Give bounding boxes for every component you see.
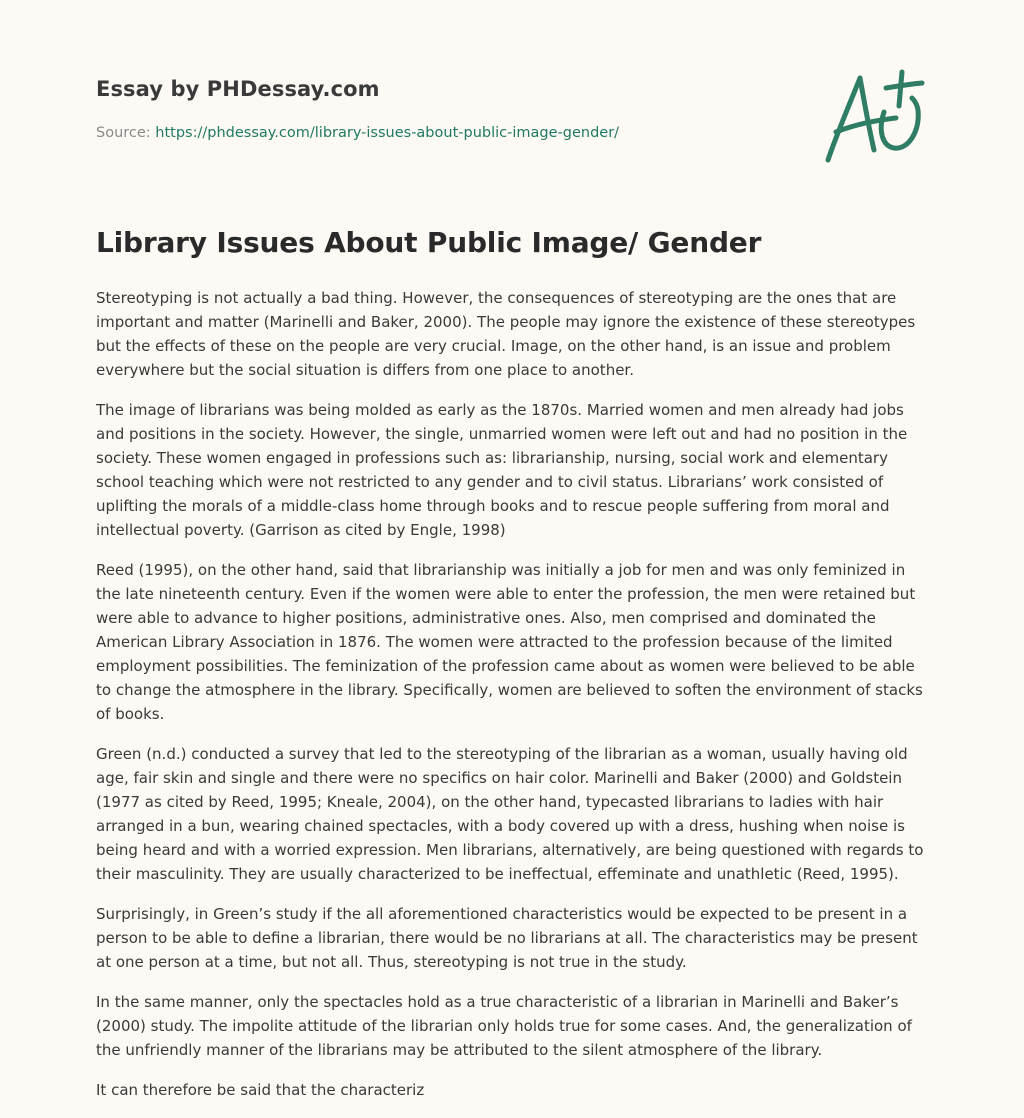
source-line [96, 125, 619, 141]
source-link[interactable]: https://phdessay.com/library-issues-about-public-image-gender/ [155, 125, 620, 141]
paragraph-5: Surprisingly, in Green’s study if the all aforementioned characteristics would be expected to be present in a person to be able to define a librarian, there would be no librarians at all. The characteristics may be present at one person at a time, but not all. Thus, stereotyping is not true in the study. [96, 905, 918, 971]
paragraph-6: In the same manner, only the spectacles hold as a true characteristic of a librarian in Marinelli and Baker’s (2000) study. The impolite attitude of the librarian only holds true for some cases. And, the generalization of the unfriendly manner of the librarians may be attributed to the silent atmosphere of the library. [96, 993, 912, 1059]
paragraph-7: It can therefore be said that the characteriz [96, 1081, 425, 1099]
a-plus-logo-icon [822, 66, 930, 166]
paragraph-2: The image of librarians was being molded as early as the 1870s. Married women and men already had jobs and positions in the society. However, the single, unmarried women were left out and had no position in the society. These women engaged in professions such as: librarianship, nursing, social work and elementary school teaching which were not restricted to any gender and to civil status. Librarians’ work consisted of uplifting the morals of a middle-class home through books and to rescue people suffering from moral and intellectual poverty. (Garrison as cited by Engle, 1998) [96, 401, 908, 539]
source-label: Source: [96, 125, 151, 141]
paragraph-3: Reed (1995), on the other hand, said that librarianship was initially a job for men and was only feminized in the late nineteenth century. Even if the women were able to enter the profession, the men were retained but were able to advance to higher positions, administrative ones. Also, men comprised and dominated the American Library Association in 1876. The women were attracted to the profession because of the limited employment possibilities. The feminization of the profession came about as women were believed to be able to change the atmosphere in the library. Specifically, women are believed to soften the environment of stacks of books. [96, 561, 923, 723]
site-brand: Essay by PHDessay.com [96, 77, 380, 101]
article-body [96, 286, 934, 1118]
paragraph-1: Stereotyping is not actually a bad thing. However, the consequences of stereotyping are the ones that are important and matter (Marinelli and Baker, 2000). The people may ignore the existence of these stereotypes but the effects of these on the people are very crucial. Image, on the other hand, is an issue and problem everywhere but the social situation is differs from one place to another. [96, 289, 916, 379]
paragraph-4: Green (n.d.) conducted a survey that led to the stereotyping of the librarian as a woman, usually having old age, fair skin and single and there were no specifics on hair color. Marinelli and Baker (2000) and Goldstein (1977 as cited by Reed, 1995; Kneale, 2004), on the other hand, typecasted librarians to ladies with hair arranged in a bun, wearing chained spectacles, with a body covered up with a dress, hushing when noise is being heard and with a worried expression. Men librarians, alternatively, are being questioned with regards to their masculinity. They are usually characterized to be ineffectual, effeminate and unathletic (Reed, 1995). [96, 745, 924, 883]
article-title: Library Issues About Public Image/ Gender [96, 226, 762, 259]
